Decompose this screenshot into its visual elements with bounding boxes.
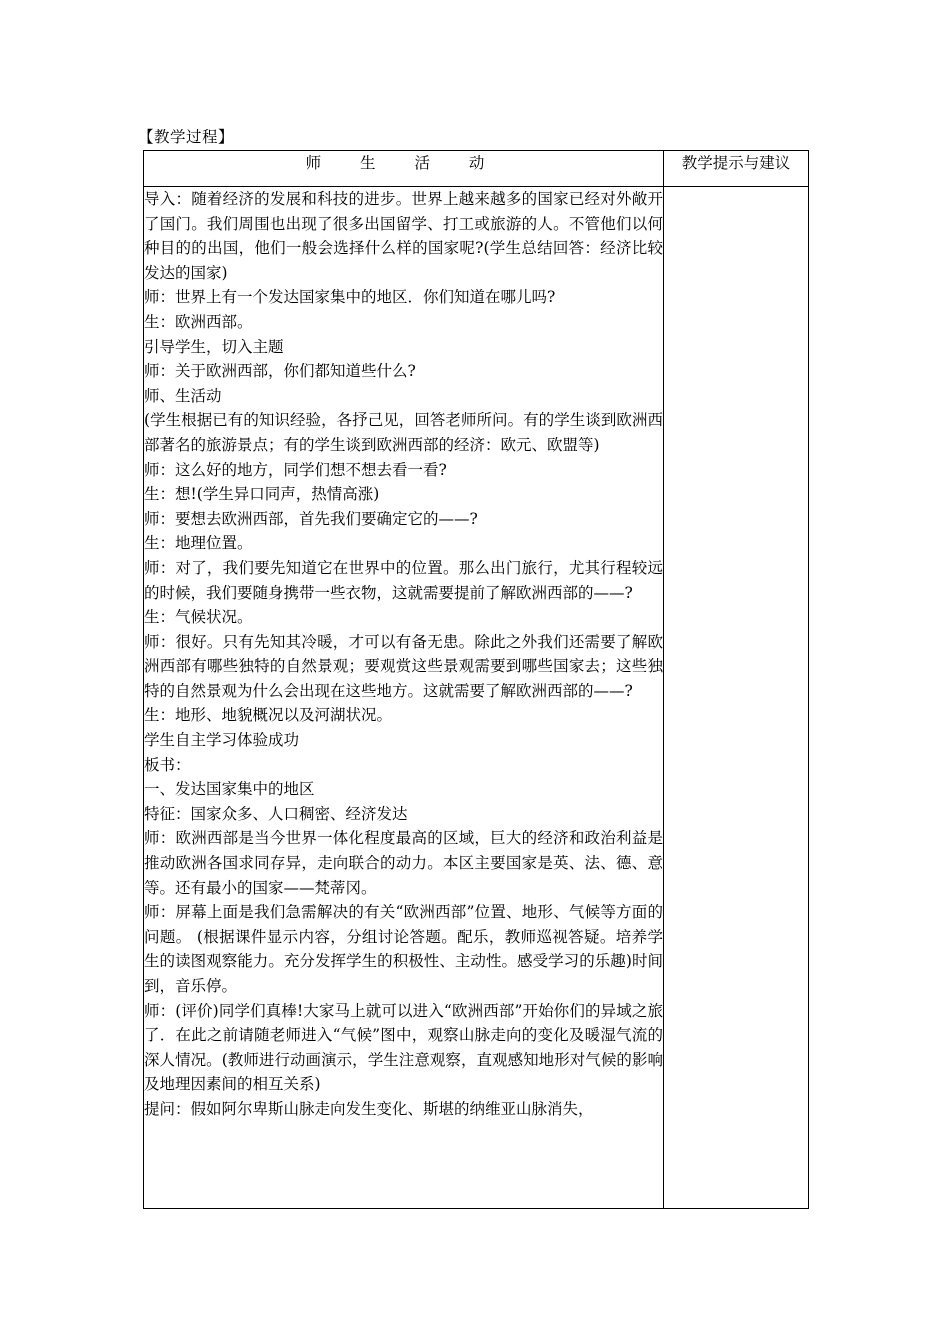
paragraph: 师：这么好的地方，同学们想不想去看一看? [144,460,447,479]
paragraph: 师：屏幕上面是我们急需解决的有关“欧洲西部”位置、地形、气候等方面的问题。 (根据课件显示内容，分组讨论答题。配乐，教师巡视答疑。培养学生的读图观察能力。充分发挥学生的积极性、主动性。感受学习的乐趣)时间到，音乐停。 [144,903,663,995]
paragraph: 板书： [144,755,191,774]
lesson-process-table [143,150,809,1209]
paragraph: 一、发达国家集中的地区 [144,780,315,799]
paragraph: 师：欧洲西部是当今世界一体化程度最高的区域，巨大的经济和政治利益是推动欧洲各国求同存异，走向联合的动力。本区主要国家是英、法、德、意等。还有最小的国家——梵蒂冈。 [144,829,663,897]
header-teaching-tips: 教学提示与建议 [664,151,809,187]
paragraph: 生：欧洲西部。 [144,312,253,331]
paragraph: 师：关于欧洲西部，你们都知道些什么? [144,362,416,381]
paragraph: 生：气候状况。 [144,608,253,627]
paragraph: 引导学生，切入主题 [144,337,284,356]
header-teacher-student-activity: 师 生 活 动 [144,151,664,187]
paragraph: 师：(评价)同学们真棒!大家马上就可以进入“欧洲西部”开始你们的异域之旅了．在此之前请随老师进入“气候”图中，观察山脉走向的变化及暖湿气流的深人情况。(教师进行动画演示，学生注意观察，直观感知地形对气候的影响及地理因素间的相互关系) [144,1001,663,1094]
paragraph: 师、生活动 [144,386,222,405]
section-heading: 【教学过程】 [138,128,235,146]
paragraph: 导入：随着经济的发展和科技的进步。世界上越来越多的国家已经对外敞开了国门。我们周围也出现了很多出国留学、打工或旅游的人。不管他们以何种目的的出国，他们一般会选择什么样的国家呢?(学生总结回答：经济比较发达的国家) [144,190,663,282]
paragraph: 提问：假如阿尔卑斯山脉走向发生变化、斯堪的纳维亚山脉消失， [144,1099,594,1118]
paragraph: 生：想!(学生异口同声，热情高涨) [144,485,380,504]
paragraph: 师：世界上有一个发达国家集中的地区．你们知道在哪儿吗? [144,288,556,307]
table-body-row [144,187,809,1209]
activity-content-cell [144,187,664,1209]
teaching-tips-cell [664,187,809,1209]
paragraph: 生：地形、地貌概况以及河湖状况。 [144,706,393,725]
paragraph: 师：对了，我们要先知道它在世界中的位置。那么出门旅行，尤其行程较远的时候，我们要随身携带一些衣物，这就需要提前了解欧洲西部的——? [144,558,663,602]
paragraph: 师：要想去欧洲西部，首先我们要确定它的——? [144,509,478,528]
paragraph: (学生根据已有的知识经验，各抒己见，回答老师所问。有的学生谈到欧洲西部著名的旅游景点；有的学生谈到欧洲西部的经济：欧元、欧盟等) [144,411,663,454]
paragraph: 特征：国家众多、人口稠密、经济发达 [144,804,408,823]
paragraph: 生：地理位置。 [144,534,253,553]
table-header-row [144,151,809,187]
paragraph: 师：很好。只有先知其冷暖，才可以有备无患。除此之外我们还需要了解欧洲西部有哪些独特的自然景观；要观赏这些景观需要到哪些国家去；这些独特的自然景观为什么会出现在这些地方。这就需要了解欧洲西部的——? [144,632,663,700]
paragraph: 学生自主学习体验成功 [144,731,300,750]
